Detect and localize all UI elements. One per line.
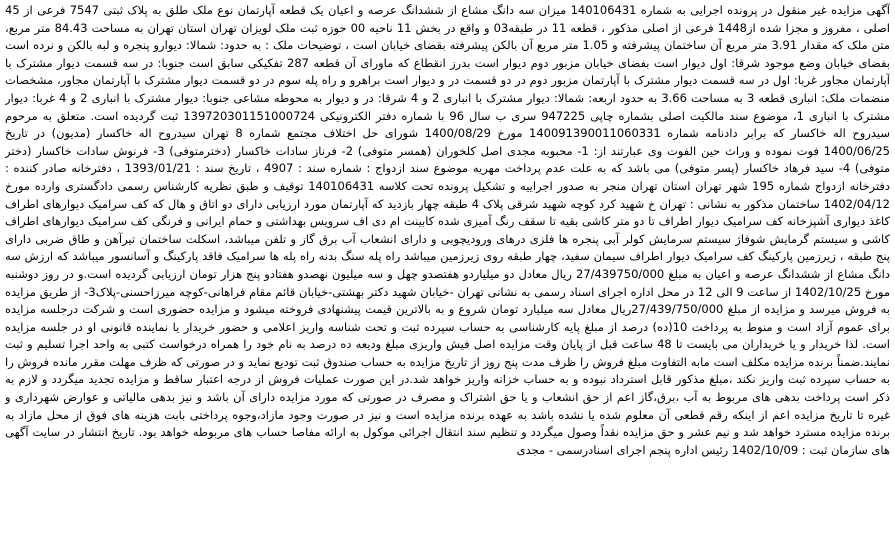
auction-notice-text: آگهی مزایده غیر منقول در پرونده اجرایی به شماره 140106431 میزان سه دانگ مشاع از ششدانگ عرصه و اعیان یک قطعه آپارتمان نوع ملک طلق به پلاک ثبتی 7547 فرعی از 45 اصلی ، مفروز و مجزا شده از1448 فرعی از اصلی مذکور ، قطعه 11 در طبقه03 و واقع در بخش 11 ناحیه 00 حوزه ثبت ملک لویزان تهران استان تهران به مساحت 84.43 متر مربع، متن ملک که مقدار 3.91 متر مربع آن ساختمان پیشرفته و 1.05 متر مربع آن بالکن پیشرفته بقضای خیابان است ، توضیحات ملک : به حدود: شمالا: دیوارو پنجره و لبه بالکن و نرده است بفضای خیابان وضع موجود شرقا: اول دیوار است بفضای خیابان مزبور دوم دیوار است بدرز انقطاع که ماورای آن قطعه 287 تفکیکی سابق است جنوبا: در سه قسمت دیوار مشترک با آپارتمان مجاور غربا: اول در سه قسمت دیوار مشترک با آپارتمان مزبور دوم در دو قسمت در و دیوار است براهرو و راه پله سوم در دو قسمت دیوار مشترک با آپارتمان مجاور، مشخصات منضمات ملک: انباری قطعه 3 به مساحت 3.66 به حدود اربعه: شمالا: دیوار مشترک با انباری 2 و 4 شرقا: در و دیوار به محوطه مشاعی جنوبا: دیوار مشترک با انباری 2 و 4 غربا: دیوار مشترک با انباری 1، موضوع سند مالکیت اصلی بشماره چاپی 947225 سری ب سال 96 با شماره دفتر الکترونیکی 139720301151000724 ثبت گردیده است. متعلق به مرحوم سیدروح اله خاکسار که برابر دادنامه شماره 140091390011060331 مورخ 1400/08/29 شورای حل اختلاف مجتمع شماره 8 تهران سیدروح اله خاکسار (مدیون) در تاریخ 1400/06/25 فوت نموده و وراث حین الفوت وی عبارتند از: 1- محبوبه مجدی اصل کلخوران (همسر متوفی) 2- فرناز سادات خاکسار (دخترمتوفی) 3- فرنوش سادات خاکسار (دختر متوفی) 4- سید فرهاد خاکسار (پسر متوفی) می باشد که به علت عدم پرداخت مهریه موضوع سند ازدواج : شماره سند : 4907 ، تاریخ سند : 1393/01/21 ، دفترخانه صادر کننده : دفترخانه ازدواج شماره 195 شهر تهران استان تهران منجر به صدور اجراییه و تشکیل پرونده تحت کلاسه 140106431 توقیف و طبق نظریه کارشناس رسمی دادگستری وارده مورخ 1402/04/12 ساختمان مذکور به نشانی : تهران خ شهید کرد کوچه شهید شرقی پلاک 4 طبقه چهار بازدید که آپارتمان مورد ارزیابی دارای دو اتاق و هال که کف سرامیک دیوارهای اطراف کاغذ دیواری آشپزخانه کف سرامیک دیوار اطراف تا دو متر کاشی بقیه تا سقف رنگ آمیزی شده کابینت ام دی اف سرویس بهداشتی و حمام ایرانی و فرنگی کف سرامیک دیوارهای اطراف کاشی و سیستم گرمایش شوفاژ سیستم سرمایش کولر آبی پنجره ها فلزی درهای ورودیچوبی و دارای انشعاب آب برق گاز و تلفن میباشد، اسکلت ساختمان تیرآهن و طاق ضربی دارای پنج طبقه ، زیرزمین پارکینگ کف سرامیک دیوار اطراف سیمان سفید، چهار طبقه روی زیرزمین میباشد راه پله سنگ بدنه راه پله ها سرامیک فاقد پارکینگ و آسانسور میباشد که ارزش سه دانگ مشاع از ششدانگ عرصه و اعیان به مبلغ 27/439750/000 ریال معادل دو میلیاردو هفتصدو چهل و سه میلیون نهصدو هفتادو پنج هزار تومان ارزیابی گردیده است.و در روز دوشنبه مورخ 1402/10/25 از ساعت 9 الی 12 در محل اداره اجرای اسناد رسمی به نشانی تهران -خیابان شهید دکتر بهشتی-خیابان قائم مقام فراهانی-کوچه میرزاحسنی-پلاک3- از طریق مزایده به فروش میرسد و مزایده از مبلغ 27/439/750/000ریال معادل سه میلیارد تومان شروع و به بالاترین قیمت پیشنهادی فروخته میشود و مزایده حضوری است و شرکت درجلسه مزایده برای عموم آزاد است و منوط به پرداخت 10(ده) درصد از مبلغ پایه کارشناسی به حساب سپرده ثبت و تحت شناسه واریز اعلامی و حضور خریدار یا نماینده قانونی او در جلسه مزایده است. لذا خریدار و یا خریداران می بایست تا 48 ساعت قبل از پایان وقت مزایده اصل فیش واریزی مبلغ ودیعه ده درصد به نام خود را همراه درخواست کتبی به واحد اجرا تسلیم و ثبت نمایند.ضمناً برنده مزایده مکلف است مابه التفاوت مبلغ فروش را ظرف مدت پنج روز از تاریخ مزایده به حساب صندوق ثبت تودیع نماید و در صورتی که ظرف مهلت مقرر مانده فروش را به حساب سپرده ثبت واریز نکند ،مبلغ مذکور قابل استرداد نبوده و به حساب خزانه واریز خواهد شد.در این صورت عملیات فروش از درجه اعتبار ساقط و مزایده تجدید میگردد و لازم به ذکر است پرداخت بدهی های مربوط به آب ،برق،گاز اعم از حق انشعاب و یا حق اشتراک و مصرف در صورتی که مورد مزایده دارای آن باشد و نیز بدهی مالیاتی و عوارض شهرداری و غیره تا تاریخ مزایده اعم از اینکه رقم قطعی آن معلوم شده یا نشده باشد به عهده برنده مزایده است و نیز در صورت وجود مازاد،وجوه پرداختی بابت هزینه های فوق از محل مازاد به برنده مزایده مسترد خواهد شد و نیم عشر و حق مزایده نقداً وصول میگردد و تنظیم سند انتقال اجرائی موکول به ارائه مفاصا حساب های مربوطه خواهد بود. تاریخ انتشار در سایت آگهی های سازمان ثبت : 1402/10/09 رئیس اداره پنجم اجرای اسنادرسمی - مجدی <box>5 3 890 457</box>
